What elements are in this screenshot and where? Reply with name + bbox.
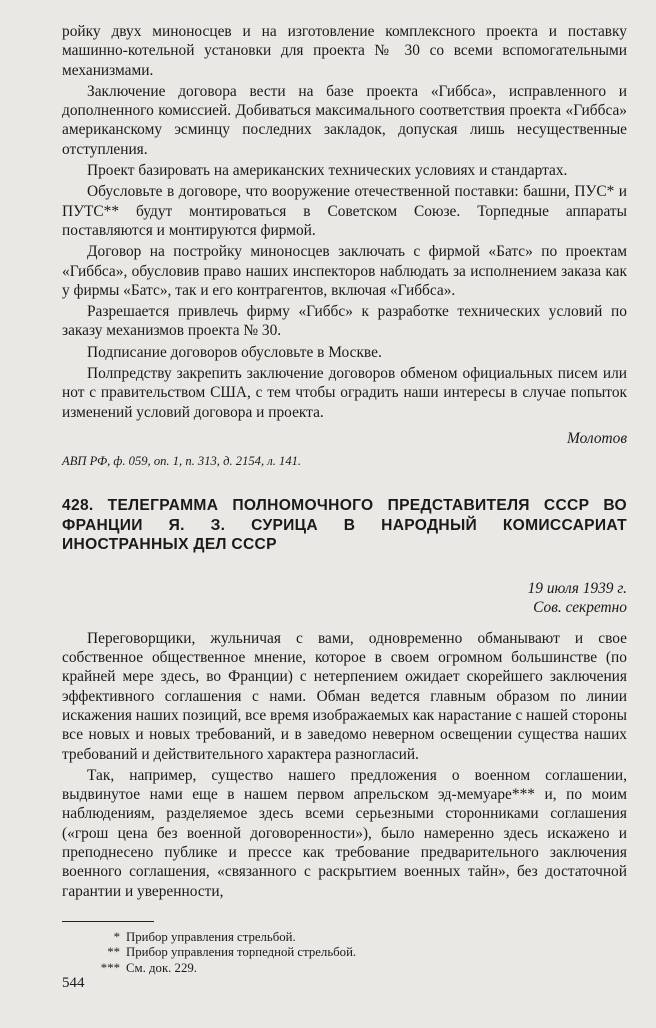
footnote-mark: **: [107, 945, 120, 960]
document-date: 19 июля 1939 г.: [527, 579, 627, 597]
document-heading: 428. ТЕЛЕГРАММА ПОЛНОМОЧНОГО ПРЕДСТАВИТЕЛЯ СССР ВО ФРАНЦИИ Я. З. СУРИЦА В НАРОДНЫЙ КОМИССАРИАТ ИНОСТРАННЫХ ДЕЛ СССР: [62, 496, 627, 554]
paragraph-6: Разрешается привлечь фирму «Гиббс» к разработке технических условий по заказу механизмов проекта № 30.: [62, 303, 627, 340]
footnote-divider: [62, 921, 154, 922]
footnote-mark: *: [113, 929, 120, 944]
doc-paragraph-2: Так, например, существо нашего предложения о военном соглашении, выдвинутое нами еще в нашем первом апрельском эд-мемуаре*** и, по моим наблюдениям, разделяемое здесь всеми серьезными сторонниками соглашения («грош цена без военной договоренности»), было намеренно здесь искажено и преподнесено публике и прессе как требование предварительного заключения военного соглашения, «связанного с раскрытием военных тайн», без достаточной гарантии и уверенности,: [62, 766, 627, 900]
footnote-text: Прибор управления стрельбой.: [126, 929, 296, 944]
footnote-text: Прибор управления торпедной стрельбой.: [126, 945, 357, 960]
classification: Сов. секретно: [533, 598, 627, 616]
footnote-text: См. док. 229.: [126, 961, 197, 976]
page-body: [62, 22, 627, 977]
footnote: [62, 945, 627, 961]
signature: Молотов: [567, 429, 627, 447]
footnote-mark: ***: [100, 961, 120, 976]
paragraph-4: Обусловьте в договоре, что вооружение отечественной поставки: башни, ПУС* и ПУТС** будут монтироваться в Советском Союзе. Торпедные аппараты поставляются и монтируются фирмой.: [62, 183, 627, 239]
paragraph-5: Договор на постройку миноносцев заключать с фирмой «Батс» по проектам «Гиббса», обусловив право наших инспекторов наблюдать за исполнением заказа как у фирмы «Батс», так и его контрагентов, включая «Гиббса».: [62, 243, 627, 299]
footnotes: [62, 930, 627, 977]
paragraph-8: Полпредству закрепить заключение договоров обменом официальных писем или нот с правительством США, с тем чтобы оградить наши интересы в случае попыток изменений условий договора и проекта.: [62, 365, 627, 421]
paragraph-1: ройку двух миноносцев и на изготовление комплексного проекта и поставку машинно-котельной установки для проекта № 30 со всеми вспомогательными механизмами.: [62, 23, 627, 79]
footnote: [62, 961, 627, 977]
paragraph-3: Проект базировать на американских технических условиях и стандартах.: [87, 162, 568, 180]
doc-paragraph-1: Переговорщики, жульничая с вами, одновременно обманывают и свое собственное общественное мнение, которое в своем огромном большинстве (по крайней мере здесь, во Франции) с нетерпением ожидает скорейшего заключения эффективного соглашения с нами. Обман ведется главным образом по линии искажения наших позиций, все время изображаемых как нарастание с нашей стороны все новых и новых требований, и в заведомо неверном освещении существа наших требований и действительного характера разногласий.: [62, 629, 627, 763]
archive-source: АВП РФ, ф. 059, оп. 1, п. 313, д. 2154, л. 141.: [62, 453, 302, 468]
paragraph-2: Заключение договора вести на базе проекта «Гиббса», исправленного и дополненного комиссией. Добиваться максимального соответствия проекта «Гиббса» американскому эсминцу последних закладок, допуская лишь несущественные отступления.: [62, 82, 627, 158]
paragraph-7: Подписание договоров обусловьте в Москве.: [87, 343, 382, 361]
document-date-block: [62, 579, 627, 617]
footnote: [62, 930, 627, 946]
page-number: 544: [62, 975, 85, 991]
